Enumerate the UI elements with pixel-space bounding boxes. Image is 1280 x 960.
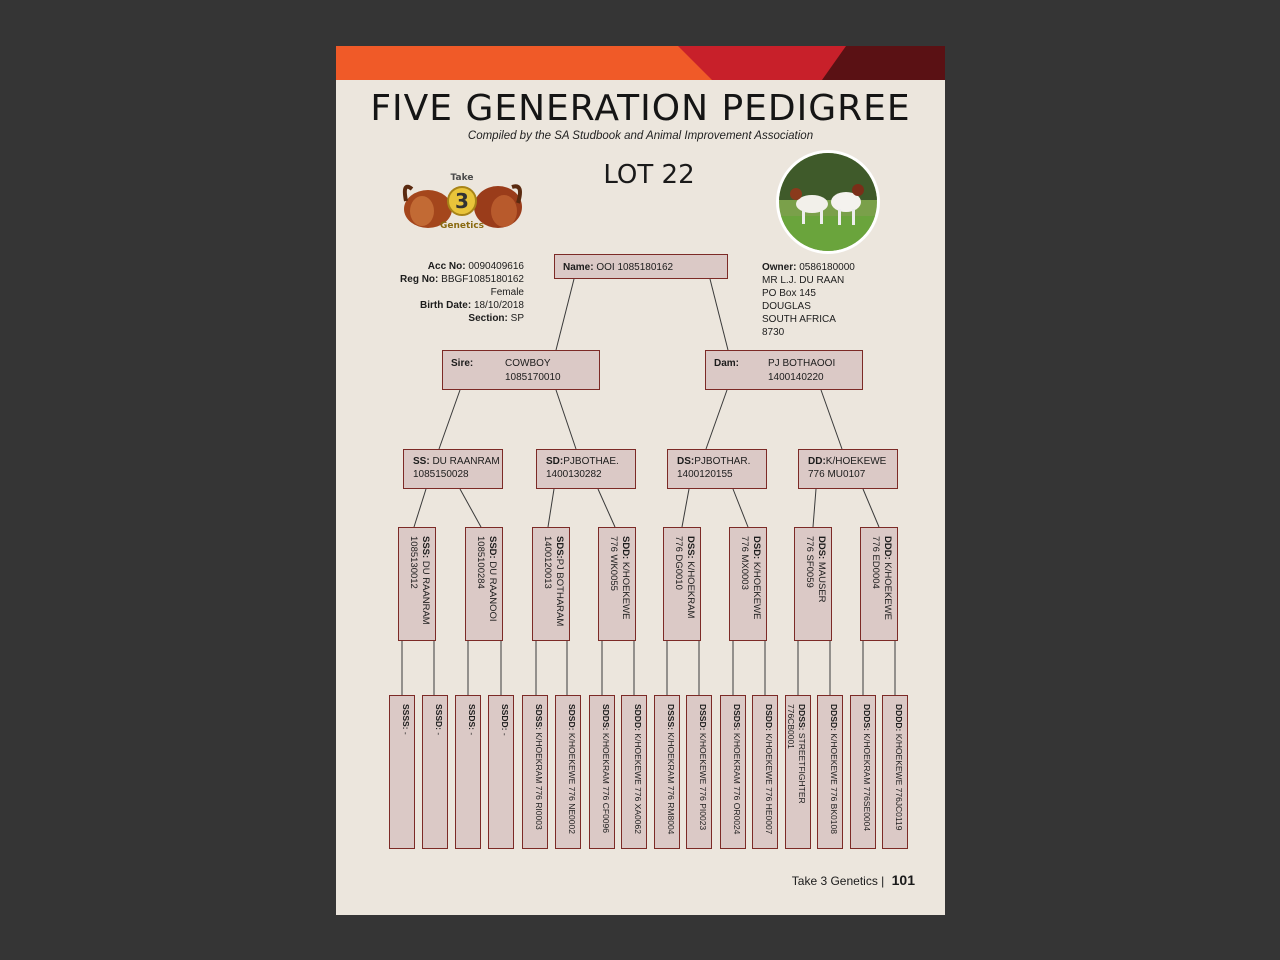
gen3-label: SSS: — [420, 536, 431, 559]
gen4-value: K/HOEKEWE 776 HE0007 — [764, 733, 774, 835]
gen3-reg: 776 DG0010 — [673, 536, 684, 590]
gen4-box-ddss — [785, 695, 811, 849]
gen3-box-ddd — [860, 527, 898, 641]
footer-brand: Take 3 Genetics — [791, 874, 878, 888]
pedigree-root-box — [554, 254, 728, 279]
gen4-value: K/HOEKEWE 776 XA0062 — [633, 733, 643, 834]
gen3-reg: 776 ED0004 — [870, 536, 881, 589]
lot-number: LOT 22 — [603, 160, 695, 190]
gen4-label: SSSS: — [401, 704, 411, 730]
owner-address: PO Box 145 — [762, 288, 816, 299]
animal-sex: Female — [490, 287, 524, 298]
gen4-box-ssdd — [488, 695, 514, 849]
gen4-value: K/HOEKEWE 776 BK0108 — [829, 733, 839, 834]
gen3-label: SDD: — [620, 536, 631, 560]
logo-text-take: Take — [450, 173, 474, 183]
gen4-box-sdss — [522, 695, 548, 849]
gen3-reg: 776 WK0055 — [608, 536, 619, 591]
owner-town: DOUGLAS — [762, 301, 811, 312]
acc-label: Acc No: — [427, 261, 466, 272]
gen4-box-dsds — [720, 695, 746, 849]
owner-country: SOUTH AFRICA — [762, 314, 836, 325]
gen3-name: K/HOEKEWE — [620, 561, 631, 620]
gen2-reg: 1400130282 — [546, 469, 602, 480]
gen4-label: DDSS: — [797, 704, 807, 731]
gen3-box-dds — [794, 527, 832, 641]
section-value: SP — [510, 313, 524, 324]
gen2-name: PJBOTHAR. — [694, 456, 751, 467]
acc-number: 0090409616 — [468, 261, 524, 272]
page-number: 101 — [891, 872, 915, 888]
owner-postal-code: 8730 — [762, 327, 785, 338]
gen3-reg: 1085130012 — [408, 536, 419, 589]
gen4-label: DSSD: — [698, 704, 708, 731]
gen4-label: DDDS: — [862, 704, 872, 731]
page-footer — [792, 872, 915, 888]
gen4-box-sdds — [589, 695, 615, 849]
gen4-box-dddd — [882, 695, 908, 849]
dam-label: Dam: — [714, 358, 740, 369]
gen3-reg: 1400120013 — [542, 536, 553, 589]
birth-label: Birth Date: — [420, 300, 472, 311]
gen2-label: SS: — [413, 456, 430, 467]
gen2-reg: 776 MU0107 — [808, 469, 866, 480]
gen3-label: SSD: — [487, 536, 498, 559]
reg-number: BBGF1085180162 — [441, 274, 524, 285]
gen4-box-sddd — [621, 695, 647, 849]
footer-separator: | — [881, 874, 885, 888]
gen4-value: K/HOEKRAM 776 RI0003 — [534, 732, 544, 830]
dam-name: PJ BOTHAOOI — [768, 358, 836, 369]
gen4-box-dsdd — [752, 695, 778, 849]
gen4-label: DDSD: — [829, 704, 839, 731]
gen4-label: DSDD: — [764, 704, 774, 731]
gen4-box-sdsd — [555, 695, 581, 849]
gen3-box-sss — [398, 527, 436, 641]
gen4-value: K/HOEKEWE 776 NE0002 — [567, 732, 577, 834]
gen4-value: STREETFIGHTER 776CB0001 — [786, 704, 807, 804]
gen4-label: SDSS: — [534, 704, 544, 730]
gen3-name: PJ BOTHARAM — [554, 558, 565, 627]
gen3-box-sdd — [598, 527, 636, 641]
gen4-label: DDDD: — [894, 704, 904, 732]
birth-date: 18/10/2018 — [473, 300, 524, 311]
gen4-label: SSSD: — [434, 704, 444, 730]
gen3-name: K/HOEKRAM — [685, 561, 696, 619]
gen3-reg: 1085100284 — [475, 536, 486, 589]
page-title: FIVE GENERATION PEDIGREE — [370, 88, 911, 129]
gen3-name: MAUSER — [816, 561, 827, 603]
gen4-box-ssds — [455, 695, 481, 849]
sire-label: Sire: — [451, 358, 474, 369]
reg-label: Reg No: — [400, 274, 439, 285]
gen3-label: DDD: — [882, 536, 893, 560]
gen3-name: DU RAANRAM — [420, 560, 431, 625]
page-subtitle: Compiled by the SA Studbook and Animal Improvement Association — [467, 130, 814, 142]
gen4-box-ddsd — [817, 695, 843, 849]
gen2-box-ss — [403, 449, 503, 489]
gen4-value: K/HOEKEWE 776 PI0023 — [698, 732, 708, 831]
root-label: Name: — [563, 262, 594, 273]
gen3-reg: 776 SF0059 — [804, 536, 815, 588]
gen4-label: SSDD: — [500, 704, 510, 731]
dam-box — [705, 350, 863, 390]
owner-name: MR L.J. DU RAAN — [762, 275, 845, 286]
gen2-box-sd — [536, 449, 636, 489]
gen3-box-dsd — [729, 527, 767, 641]
logo-text-genetics: Genetics — [439, 221, 485, 231]
owner-number: 0586180000 — [799, 262, 855, 273]
pedigree-page — [336, 46, 945, 915]
gen4-value: K/HOEKRAM 776SE0004 — [862, 733, 872, 832]
gen4-value: - — [401, 731, 411, 735]
gen3-box-dss — [663, 527, 701, 641]
gen2-reg: 1400120155 — [677, 469, 733, 480]
gen4-value: - — [467, 732, 477, 736]
gen4-value: K/HOEKEWE 776JC0119 — [894, 733, 904, 831]
gen4-label: DSDS: — [732, 704, 742, 731]
gen4-value: K/HOEKRAM 776 OR0024 — [732, 732, 742, 835]
gen4-value: - — [434, 732, 444, 736]
gen4-box-ddds — [850, 695, 876, 849]
gen3-name: K/HOEKEWE — [882, 562, 893, 620]
gen3-reg: 776 MX0003 — [739, 536, 750, 590]
gen3-label: DDS: — [816, 536, 827, 560]
owner-label: Owner: — [762, 262, 797, 273]
gen2-name: K/HOEKEWE — [825, 456, 887, 467]
gen4-label: DSSS: — [666, 704, 676, 730]
gen4-box-dssd — [686, 695, 712, 849]
gen4-label: SDDS: — [601, 704, 611, 731]
section-label: Section: — [468, 313, 508, 324]
dam-reg: 1400140220 — [768, 372, 824, 383]
gen2-label: SD: — [546, 456, 564, 467]
gen3-label: SDS: — [554, 536, 565, 559]
gen4-label: SSDS: — [467, 704, 477, 730]
gen4-box-dsss — [654, 695, 680, 849]
gen2-label: DD: — [808, 456, 826, 467]
gen2-box-ds — [667, 449, 767, 489]
sire-name: COWBOY — [505, 358, 551, 369]
gen4-value: - — [500, 732, 510, 736]
gen4-label: SDSD: — [567, 704, 577, 731]
gen4-box-ssss — [389, 695, 415, 849]
gen4-label: SDDD: — [633, 704, 643, 731]
gen3-box-ssd — [465, 527, 503, 641]
gen3-box-sds — [532, 527, 570, 641]
gen2-label: DS: — [677, 456, 695, 467]
gen3-label: DSS: — [685, 536, 696, 559]
gen3-name: K/HOEKEWE — [751, 561, 762, 620]
gen2-name: DU RAANRAM — [432, 456, 500, 467]
root-value: OOI 1085180162 — [596, 262, 674, 273]
gen2-box-dd — [798, 449, 898, 489]
logo-number: 3 — [455, 189, 469, 213]
gen3-label: DSD: — [751, 536, 762, 560]
gen3-name: DU RAANOOI — [487, 561, 498, 622]
gen4-box-sssd — [422, 695, 448, 849]
gen2-reg: 1085150028 — [413, 469, 469, 480]
sire-box — [442, 350, 600, 390]
sire-reg: 1085170010 — [505, 372, 561, 383]
gen2-name: PJBOTHAE. — [563, 456, 619, 467]
gen4-value: K/HOEKRAM 776 RM8004 — [666, 732, 676, 835]
gen4-value: K/HOEKRAM 776 CF0096 — [601, 732, 611, 833]
